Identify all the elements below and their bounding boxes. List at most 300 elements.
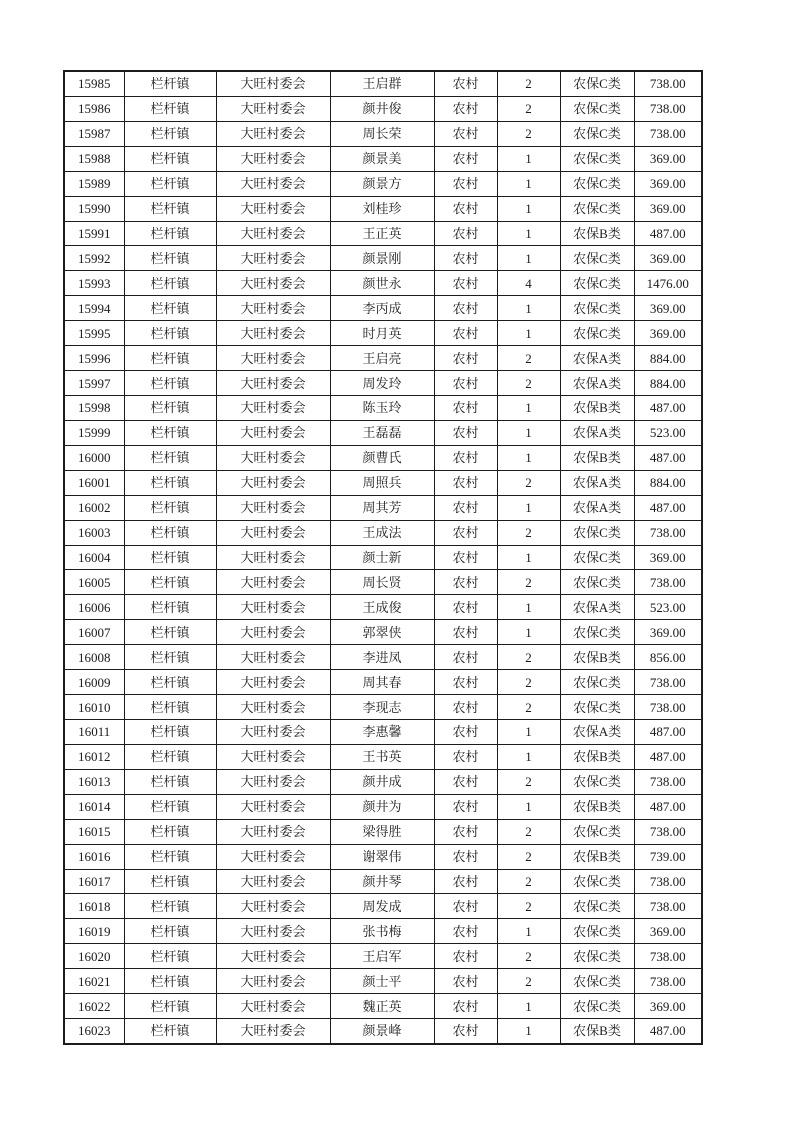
- cell-insurance-category: 农保C类: [560, 670, 634, 695]
- cell-amount: 738.00: [634, 894, 702, 919]
- table-row: [64, 96, 702, 121]
- cell-person-count: 2: [497, 819, 560, 844]
- cell-amount: 856.00: [634, 645, 702, 670]
- cell-town: 栏杆镇: [124, 719, 216, 744]
- cell-village-committee: 大旺村委会: [216, 346, 330, 371]
- cell-insurance-category: 农保C类: [560, 869, 634, 894]
- cell-residence-type: 农村: [434, 869, 497, 894]
- cell-record-id: 16022: [64, 994, 124, 1019]
- insurance-roster-table: [63, 70, 703, 1045]
- cell-town: 栏杆镇: [124, 919, 216, 944]
- cell-person-name: 颜井为: [330, 794, 434, 819]
- cell-town: 栏杆镇: [124, 819, 216, 844]
- cell-person-name: 魏正英: [330, 994, 434, 1019]
- cell-person-name: 王成俊: [330, 595, 434, 620]
- cell-residence-type: 农村: [434, 96, 497, 121]
- cell-residence-type: 农村: [434, 146, 497, 171]
- cell-person-name: 颜景方: [330, 171, 434, 196]
- cell-person-name: 颜士平: [330, 969, 434, 994]
- cell-record-id: 16019: [64, 919, 124, 944]
- cell-town: 栏杆镇: [124, 96, 216, 121]
- table-row: [64, 271, 702, 296]
- cell-amount: 739.00: [634, 844, 702, 869]
- cell-village-committee: 大旺村委会: [216, 296, 330, 321]
- cell-person-count: 1: [497, 620, 560, 645]
- table-row: [64, 371, 702, 396]
- cell-village-committee: 大旺村委会: [216, 321, 330, 346]
- cell-record-id: 16006: [64, 595, 124, 620]
- cell-person-count: 2: [497, 570, 560, 595]
- cell-insurance-category: 农保C类: [560, 246, 634, 271]
- cell-town: 栏杆镇: [124, 146, 216, 171]
- cell-record-id: 16007: [64, 620, 124, 645]
- cell-village-committee: 大旺村委会: [216, 371, 330, 396]
- cell-village-committee: 大旺村委会: [216, 1019, 330, 1044]
- cell-person-count: 2: [497, 71, 560, 96]
- cell-record-id: 16009: [64, 670, 124, 695]
- cell-person-name: 颜景峰: [330, 1019, 434, 1044]
- cell-village-committee: 大旺村委会: [216, 844, 330, 869]
- cell-residence-type: 农村: [434, 271, 497, 296]
- cell-residence-type: 农村: [434, 969, 497, 994]
- cell-insurance-category: 农保A类: [560, 371, 634, 396]
- cell-insurance-category: 农保C类: [560, 146, 634, 171]
- cell-insurance-category: 农保A类: [560, 420, 634, 445]
- table-row: [64, 620, 702, 645]
- cell-village-committee: 大旺村委会: [216, 869, 330, 894]
- cell-record-id: 16005: [64, 570, 124, 595]
- cell-town: 栏杆镇: [124, 994, 216, 1019]
- cell-amount: 884.00: [634, 371, 702, 396]
- cell-insurance-category: 农保B类: [560, 844, 634, 869]
- cell-record-id: 16020: [64, 944, 124, 969]
- cell-record-id: 16015: [64, 819, 124, 844]
- table-row: [64, 196, 702, 221]
- table-row: [64, 221, 702, 246]
- cell-residence-type: 农村: [434, 769, 497, 794]
- cell-person-name: 谢翠伟: [330, 844, 434, 869]
- cell-village-committee: 大旺村委会: [216, 794, 330, 819]
- cell-village-committee: 大旺村委会: [216, 545, 330, 570]
- cell-amount: 487.00: [634, 445, 702, 470]
- cell-village-committee: 大旺村委会: [216, 146, 330, 171]
- cell-person-count: 1: [497, 196, 560, 221]
- cell-town: 栏杆镇: [124, 221, 216, 246]
- cell-insurance-category: 农保C类: [560, 819, 634, 844]
- cell-insurance-category: 农保C类: [560, 296, 634, 321]
- cell-amount: 369.00: [634, 994, 702, 1019]
- cell-amount: 738.00: [634, 520, 702, 545]
- cell-town: 栏杆镇: [124, 969, 216, 994]
- cell-person-name: 周长贤: [330, 570, 434, 595]
- cell-amount: 487.00: [634, 221, 702, 246]
- cell-insurance-category: 农保C类: [560, 96, 634, 121]
- cell-person-name: 王启亮: [330, 346, 434, 371]
- cell-record-id: 15988: [64, 146, 124, 171]
- cell-insurance-category: 农保B类: [560, 645, 634, 670]
- table-row: [64, 944, 702, 969]
- cell-residence-type: 农村: [434, 221, 497, 246]
- cell-person-count: 1: [497, 1019, 560, 1044]
- cell-person-name: 周照兵: [330, 470, 434, 495]
- cell-village-committee: 大旺村委会: [216, 246, 330, 271]
- cell-person-count: 2: [497, 769, 560, 794]
- cell-record-id: 16014: [64, 794, 124, 819]
- cell-amount: 369.00: [634, 296, 702, 321]
- table-row: [64, 395, 702, 420]
- cell-person-name: 周长荣: [330, 121, 434, 146]
- cell-amount: 738.00: [634, 819, 702, 844]
- cell-person-count: 2: [497, 844, 560, 869]
- cell-person-name: 周发成: [330, 894, 434, 919]
- cell-village-committee: 大旺村委会: [216, 96, 330, 121]
- cell-person-count: 2: [497, 470, 560, 495]
- cell-person-count: 2: [497, 96, 560, 121]
- cell-residence-type: 农村: [434, 445, 497, 470]
- cell-residence-type: 农村: [434, 919, 497, 944]
- cell-village-committee: 大旺村委会: [216, 719, 330, 744]
- cell-residence-type: 农村: [434, 346, 497, 371]
- cell-amount: 487.00: [634, 395, 702, 420]
- cell-person-name: 王磊磊: [330, 420, 434, 445]
- cell-amount: 523.00: [634, 595, 702, 620]
- cell-residence-type: 农村: [434, 744, 497, 769]
- cell-person-name: 王启军: [330, 944, 434, 969]
- cell-person-count: 2: [497, 944, 560, 969]
- cell-insurance-category: 农保C类: [560, 321, 634, 346]
- cell-town: 栏杆镇: [124, 445, 216, 470]
- cell-residence-type: 农村: [434, 495, 497, 520]
- cell-person-name: 周发玲: [330, 371, 434, 396]
- cell-record-id: 16008: [64, 645, 124, 670]
- cell-town: 栏杆镇: [124, 944, 216, 969]
- table-row: [64, 994, 702, 1019]
- cell-residence-type: 农村: [434, 545, 497, 570]
- table-row: [64, 470, 702, 495]
- table-row: [64, 919, 702, 944]
- table-row: [64, 794, 702, 819]
- cell-record-id: 15992: [64, 246, 124, 271]
- cell-residence-type: 农村: [434, 321, 497, 346]
- cell-insurance-category: 农保C类: [560, 121, 634, 146]
- cell-record-id: 15995: [64, 321, 124, 346]
- cell-person-count: 1: [497, 395, 560, 420]
- cell-record-id: 15998: [64, 395, 124, 420]
- cell-village-committee: 大旺村委会: [216, 645, 330, 670]
- cell-village-committee: 大旺村委会: [216, 420, 330, 445]
- cell-person-name: 王正英: [330, 221, 434, 246]
- cell-town: 栏杆镇: [124, 395, 216, 420]
- cell-village-committee: 大旺村委会: [216, 171, 330, 196]
- table-row: [64, 296, 702, 321]
- cell-person-name: 梁得胜: [330, 819, 434, 844]
- cell-person-name: 颜井俊: [330, 96, 434, 121]
- cell-person-name: 李丙成: [330, 296, 434, 321]
- cell-person-count: 1: [497, 495, 560, 520]
- cell-village-committee: 大旺村委会: [216, 769, 330, 794]
- cell-insurance-category: 农保A类: [560, 346, 634, 371]
- cell-residence-type: 农村: [434, 645, 497, 670]
- cell-insurance-category: 农保C类: [560, 695, 634, 720]
- cell-town: 栏杆镇: [124, 595, 216, 620]
- cell-insurance-category: 农保B类: [560, 794, 634, 819]
- cell-village-committee: 大旺村委会: [216, 595, 330, 620]
- cell-insurance-category: 农保B类: [560, 395, 634, 420]
- cell-town: 栏杆镇: [124, 196, 216, 221]
- cell-record-id: 16001: [64, 470, 124, 495]
- cell-village-committee: 大旺村委会: [216, 744, 330, 769]
- cell-amount: 738.00: [634, 695, 702, 720]
- cell-record-id: 16013: [64, 769, 124, 794]
- cell-person-name: 王书英: [330, 744, 434, 769]
- cell-insurance-category: 农保A类: [560, 470, 634, 495]
- cell-residence-type: 农村: [434, 570, 497, 595]
- cell-residence-type: 农村: [434, 994, 497, 1019]
- cell-residence-type: 农村: [434, 395, 497, 420]
- cell-person-name: 王启群: [330, 71, 434, 96]
- cell-person-name: 李惠馨: [330, 719, 434, 744]
- cell-person-count: 1: [497, 919, 560, 944]
- table-row: [64, 346, 702, 371]
- cell-person-count: 1: [497, 246, 560, 271]
- cell-record-id: 15987: [64, 121, 124, 146]
- cell-insurance-category: 农保B类: [560, 445, 634, 470]
- cell-person-name: 颜世永: [330, 271, 434, 296]
- cell-person-count: 1: [497, 221, 560, 246]
- table-row: [64, 545, 702, 570]
- cell-residence-type: 农村: [434, 894, 497, 919]
- cell-person-count: 1: [497, 296, 560, 321]
- table-row: [64, 869, 702, 894]
- cell-record-id: 16004: [64, 545, 124, 570]
- table-row: [64, 520, 702, 545]
- cell-amount: 487.00: [634, 744, 702, 769]
- cell-amount: 738.00: [634, 969, 702, 994]
- cell-town: 栏杆镇: [124, 321, 216, 346]
- table-row: [64, 969, 702, 994]
- cell-amount: 369.00: [634, 246, 702, 271]
- cell-person-count: 4: [497, 271, 560, 296]
- cell-amount: 738.00: [634, 570, 702, 595]
- cell-insurance-category: 农保C类: [560, 894, 634, 919]
- cell-residence-type: 农村: [434, 794, 497, 819]
- cell-person-count: 2: [497, 969, 560, 994]
- cell-village-committee: 大旺村委会: [216, 919, 330, 944]
- cell-record-id: 15989: [64, 171, 124, 196]
- cell-amount: 738.00: [634, 769, 702, 794]
- cell-person-count: 1: [497, 146, 560, 171]
- cell-village-committee: 大旺村委会: [216, 495, 330, 520]
- cell-town: 栏杆镇: [124, 520, 216, 545]
- cell-amount: 369.00: [634, 196, 702, 221]
- cell-village-committee: 大旺村委会: [216, 196, 330, 221]
- cell-amount: 738.00: [634, 121, 702, 146]
- cell-village-committee: 大旺村委会: [216, 221, 330, 246]
- cell-village-committee: 大旺村委会: [216, 620, 330, 645]
- cell-amount: 738.00: [634, 670, 702, 695]
- cell-town: 栏杆镇: [124, 296, 216, 321]
- table-row: [64, 670, 702, 695]
- cell-amount: 487.00: [634, 495, 702, 520]
- cell-person-name: 颜士新: [330, 545, 434, 570]
- table-row: [64, 769, 702, 794]
- cell-amount: 884.00: [634, 346, 702, 371]
- cell-person-count: 1: [497, 445, 560, 470]
- cell-insurance-category: 农保C类: [560, 994, 634, 1019]
- cell-person-name: 颜景刚: [330, 246, 434, 271]
- cell-amount: 487.00: [634, 794, 702, 819]
- cell-person-count: 1: [497, 595, 560, 620]
- cell-record-id: 15997: [64, 371, 124, 396]
- cell-insurance-category: 农保B类: [560, 744, 634, 769]
- cell-village-committee: 大旺村委会: [216, 71, 330, 96]
- cell-town: 栏杆镇: [124, 371, 216, 396]
- cell-village-committee: 大旺村委会: [216, 470, 330, 495]
- cell-insurance-category: 农保C类: [560, 969, 634, 994]
- cell-amount: 884.00: [634, 470, 702, 495]
- cell-person-count: 1: [497, 420, 560, 445]
- cell-residence-type: 农村: [434, 1019, 497, 1044]
- cell-residence-type: 农村: [434, 719, 497, 744]
- cell-insurance-category: 农保C类: [560, 520, 634, 545]
- cell-residence-type: 农村: [434, 595, 497, 620]
- cell-village-committee: 大旺村委会: [216, 994, 330, 1019]
- cell-town: 栏杆镇: [124, 545, 216, 570]
- cell-village-committee: 大旺村委会: [216, 670, 330, 695]
- cell-residence-type: 农村: [434, 695, 497, 720]
- cell-insurance-category: 农保C类: [560, 919, 634, 944]
- cell-record-id: 16012: [64, 744, 124, 769]
- cell-residence-type: 农村: [434, 196, 497, 221]
- cell-town: 栏杆镇: [124, 71, 216, 96]
- cell-person-name: 郭翠侠: [330, 620, 434, 645]
- cell-village-committee: 大旺村委会: [216, 121, 330, 146]
- table-row: [64, 71, 702, 96]
- cell-record-id: 16016: [64, 844, 124, 869]
- cell-town: 栏杆镇: [124, 769, 216, 794]
- cell-person-count: 1: [497, 744, 560, 769]
- cell-village-committee: 大旺村委会: [216, 570, 330, 595]
- cell-record-id: 16010: [64, 695, 124, 720]
- cell-person-name: 张书梅: [330, 919, 434, 944]
- cell-record-id: 15994: [64, 296, 124, 321]
- cell-person-count: 2: [497, 645, 560, 670]
- cell-town: 栏杆镇: [124, 470, 216, 495]
- cell-amount: 738.00: [634, 71, 702, 96]
- cell-town: 栏杆镇: [124, 844, 216, 869]
- table-row: [64, 171, 702, 196]
- cell-insurance-category: 农保B类: [560, 221, 634, 246]
- cell-residence-type: 农村: [434, 420, 497, 445]
- cell-person-count: 1: [497, 545, 560, 570]
- cell-residence-type: 农村: [434, 819, 497, 844]
- cell-town: 栏杆镇: [124, 794, 216, 819]
- cell-amount: 369.00: [634, 620, 702, 645]
- cell-insurance-category: 农保C类: [560, 545, 634, 570]
- cell-record-id: 16023: [64, 1019, 124, 1044]
- cell-town: 栏杆镇: [124, 171, 216, 196]
- cell-person-name: 颜曹氏: [330, 445, 434, 470]
- table-row: [64, 744, 702, 769]
- cell-record-id: 16000: [64, 445, 124, 470]
- cell-town: 栏杆镇: [124, 869, 216, 894]
- cell-amount: 523.00: [634, 420, 702, 445]
- table-row: [64, 819, 702, 844]
- cell-village-committee: 大旺村委会: [216, 894, 330, 919]
- cell-amount: 487.00: [634, 719, 702, 744]
- cell-person-name: 颜景美: [330, 146, 434, 171]
- cell-person-count: 2: [497, 695, 560, 720]
- cell-town: 栏杆镇: [124, 695, 216, 720]
- cell-insurance-category: 农保C类: [560, 196, 634, 221]
- cell-person-name: 时月英: [330, 321, 434, 346]
- cell-record-id: 16017: [64, 869, 124, 894]
- cell-person-count: 2: [497, 346, 560, 371]
- cell-amount: 369.00: [634, 919, 702, 944]
- cell-village-committee: 大旺村委会: [216, 271, 330, 296]
- table-body: [64, 71, 702, 1044]
- cell-record-id: 16011: [64, 719, 124, 744]
- cell-person-name: 颜井成: [330, 769, 434, 794]
- table-row: [64, 645, 702, 670]
- cell-town: 栏杆镇: [124, 246, 216, 271]
- cell-residence-type: 农村: [434, 171, 497, 196]
- cell-insurance-category: 农保A类: [560, 719, 634, 744]
- cell-residence-type: 农村: [434, 246, 497, 271]
- cell-village-committee: 大旺村委会: [216, 819, 330, 844]
- cell-person-name: 周其芳: [330, 495, 434, 520]
- cell-record-id: 15985: [64, 71, 124, 96]
- cell-person-name: 王成法: [330, 520, 434, 545]
- table-row: [64, 570, 702, 595]
- cell-insurance-category: 农保C类: [560, 620, 634, 645]
- cell-village-committee: 大旺村委会: [216, 695, 330, 720]
- cell-amount: 738.00: [634, 869, 702, 894]
- cell-person-name: 陈玉玲: [330, 395, 434, 420]
- cell-amount: 738.00: [634, 96, 702, 121]
- cell-town: 栏杆镇: [124, 744, 216, 769]
- cell-residence-type: 农村: [434, 470, 497, 495]
- table-row: [64, 844, 702, 869]
- cell-town: 栏杆镇: [124, 346, 216, 371]
- table-row: [64, 1019, 702, 1044]
- cell-amount: 738.00: [634, 944, 702, 969]
- cell-record-id: 15996: [64, 346, 124, 371]
- cell-person-name: 李现志: [330, 695, 434, 720]
- table-row: [64, 321, 702, 346]
- table-row: [64, 595, 702, 620]
- table-row: [64, 695, 702, 720]
- table-row: [64, 495, 702, 520]
- cell-town: 栏杆镇: [124, 271, 216, 296]
- cell-amount: 487.00: [634, 1019, 702, 1044]
- cell-town: 栏杆镇: [124, 495, 216, 520]
- cell-residence-type: 农村: [434, 71, 497, 96]
- cell-person-count: 1: [497, 321, 560, 346]
- cell-person-count: 1: [497, 794, 560, 819]
- cell-insurance-category: 农保C类: [560, 271, 634, 296]
- cell-town: 栏杆镇: [124, 121, 216, 146]
- cell-amount: 369.00: [634, 321, 702, 346]
- cell-person-name: 周其春: [330, 670, 434, 695]
- cell-record-id: 15990: [64, 196, 124, 221]
- cell-town: 栏杆镇: [124, 420, 216, 445]
- cell-village-committee: 大旺村委会: [216, 520, 330, 545]
- cell-residence-type: 农村: [434, 944, 497, 969]
- cell-insurance-category: 农保C类: [560, 171, 634, 196]
- cell-residence-type: 农村: [434, 371, 497, 396]
- cell-person-count: 1: [497, 994, 560, 1019]
